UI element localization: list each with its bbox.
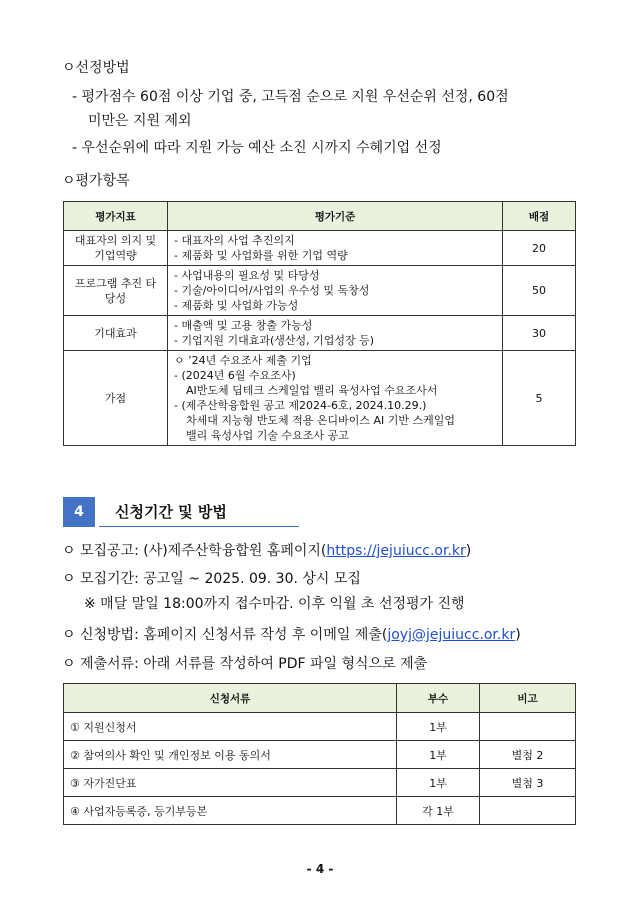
table-row [64, 351, 576, 446]
score-cell: 30 [503, 316, 576, 351]
criteria-line: AI반도체 딥테크 스케일업 밸리 육성사업 수요조사서 [186, 384, 438, 397]
document-name: ③ 자가진단표 [64, 769, 397, 797]
document-note: 별첨 2 [480, 741, 576, 769]
document-name: ② 참여의사 확인 및 개인정보 이용 동의서 [64, 741, 397, 769]
header-indicator: 평가지표 [64, 202, 168, 231]
criteria-line: - (2024년 6월 수요조사) [174, 369, 296, 382]
criteria-cell [168, 266, 503, 316]
homepage-link[interactable]: https://jejuiucc.or.kr [326, 543, 466, 559]
table-header-row [64, 202, 576, 231]
criteria-cell [168, 351, 503, 446]
selection-line-1-continued: 미만은 지원 제외 [88, 113, 192, 129]
header-criteria: 평가기준 [168, 202, 503, 231]
document-note [480, 713, 576, 741]
document-note [480, 797, 576, 825]
criteria-line: - 대표자의 사업 추진의지 [174, 234, 295, 247]
criteria-line: - 사업내용의 필요성 및 타당성 [174, 269, 320, 282]
indicator-cell: 가점 [64, 351, 168, 446]
criteria-line: - 제품화 및 사업화를 위한 기업 역량 [174, 249, 348, 262]
selection-line-1: - 평가점수 60점 이상 기업 중, 고득점 순으로 지원 우선순위 선정, 60점 [72, 89, 509, 105]
table-row [64, 316, 576, 351]
notice-tail: ) [465, 543, 472, 559]
table-header-row [64, 684, 576, 713]
period-line: ㅇ 모집기간: 공고일 ~ 2025. 09. 30. 상시 모집 [62, 571, 361, 587]
document-note: 별첨 3 [480, 769, 576, 797]
selection-heading: ㅇ선정방법 [62, 60, 130, 76]
criteria-line: - 제품화 및 사업화 가능성 [174, 299, 299, 312]
criteria-line: ㅇ ’24년 수요조사 제출 기업 [174, 354, 312, 367]
document-name: ④ 사업자등록증, 등기부등본 [64, 797, 397, 825]
document-count: 1부 [397, 713, 480, 741]
period-note: ※ 매달 말일 18:00까지 접수마감. 이후 익월 초 선정평가 진행 [84, 596, 465, 612]
header-document: 신청서류 [64, 684, 397, 713]
criteria-line: 밸리 육성사업 기술 수요조사 공고 [186, 429, 349, 442]
criteria-cell [168, 316, 503, 351]
criteria-cell [168, 231, 503, 266]
docs-line: ㅇ 제출서류: 아래 서류를 작성하여 PDF 파일 형식으로 제출 [62, 656, 428, 672]
table-row [64, 797, 576, 825]
notice-line [62, 540, 471, 560]
section-4-heading [63, 497, 299, 527]
header-count: 부수 [397, 684, 480, 713]
document-count: 각 1부 [397, 797, 480, 825]
email-link[interactable]: joyj@jejuiucc.or.kr [387, 627, 516, 643]
method-tail: ) [515, 627, 521, 643]
table-row [64, 713, 576, 741]
criteria-line: - 매출액 및 고용 창출 가능성 [174, 319, 313, 332]
header-note: 비고 [480, 684, 576, 713]
documents-table [63, 683, 576, 825]
criteria-line: - 기업지원 기대효과(생산성, 기업성장 등) [174, 334, 375, 347]
table-row [64, 266, 576, 316]
method-label: ㅇ 신청방법: 홈페이지 신청서류 작성 후 이메일 제출( [62, 627, 388, 643]
document-name: ① 지원신청서 [64, 713, 397, 741]
table-row [64, 769, 576, 797]
section-number-badge: 4 [63, 497, 95, 527]
header-score: 배점 [503, 202, 576, 231]
table-row [64, 741, 576, 769]
document-count: 1부 [397, 769, 480, 797]
evaluation-table [63, 201, 576, 446]
score-cell: 20 [503, 231, 576, 266]
score-cell: 5 [503, 351, 576, 446]
score-cell: 50 [503, 266, 576, 316]
selection-line-2: - 우선순위에 따라 지원 가능 예산 소진 시까지 수혜기업 선정 [72, 140, 442, 156]
indicator-cell: 프로그램 추진 타당성 [64, 266, 168, 316]
criteria-line: 차세대 지능형 반도체 적용 온디바이스 AI 기반 스케일업 [186, 414, 456, 427]
indicator-cell: 대표자의 의지 및 기업역량 [64, 231, 168, 266]
criteria-line: - 기술/아이디어/사업의 우수성 및 독창성 [174, 284, 370, 297]
table-row [64, 231, 576, 266]
section-underline [99, 526, 299, 527]
document-count: 1부 [397, 741, 480, 769]
indicator-cell: 기대효과 [64, 316, 168, 351]
eval-heading: ㅇ평가항목 [62, 173, 130, 189]
method-line [62, 624, 521, 644]
section-title: 신청기간 및 방법 [115, 503, 227, 521]
page-number: - 4 - [306, 862, 334, 876]
notice-label: ㅇ 모집공고: (사)제주산학융합원 홈페이지( [62, 543, 327, 559]
criteria-line: - (제주산학융합원 공고 제2024-6호, 2024.10.29.) [174, 399, 427, 412]
